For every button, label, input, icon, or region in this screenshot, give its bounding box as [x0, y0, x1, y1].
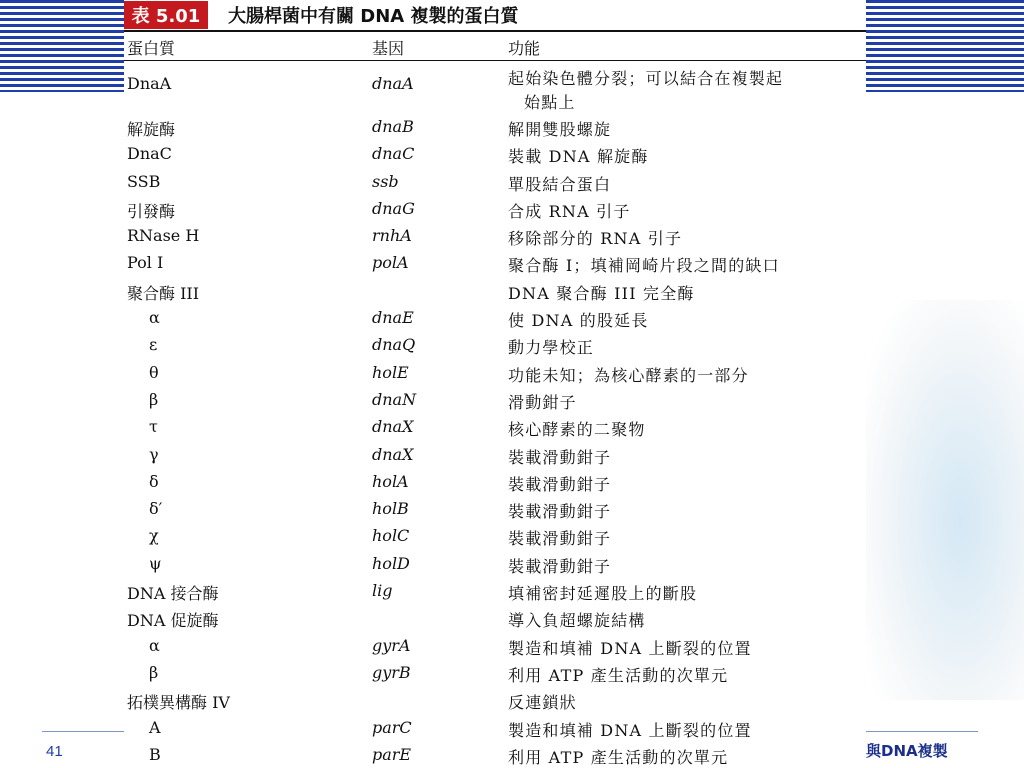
function-cell: 製造和填補 DNA 上斷裂的位置	[508, 720, 752, 740]
function-cell: 填補密封延遲股上的斷股	[508, 584, 698, 604]
protein-cell: SSB	[127, 171, 161, 191]
table-row	[124, 714, 866, 741]
header-gene: 基因	[372, 39, 405, 58]
function-cell: 功能未知；為核心酵素的一部分	[508, 365, 749, 385]
function-cell: 裝載滑動鉗子	[508, 502, 612, 522]
gene-cell: dnaC	[372, 144, 415, 164]
table-title: 大腸桿菌中有關 DNA 複製的蛋白質	[228, 6, 519, 27]
function-cell: 利用 ATP 產生活動的次單元	[508, 747, 729, 767]
function-cell: 導入負超螺旋結構	[508, 611, 646, 631]
table-row	[124, 413, 866, 440]
function-cell: 裝載 DNA 解旋酶	[508, 147, 649, 167]
protein-cell: 聚合酶 III	[127, 283, 200, 303]
gene-cell: parC	[372, 717, 412, 737]
protein-cell: DnaA	[127, 74, 172, 93]
function-cell: 合成 RNA 引子	[508, 201, 631, 221]
protein-cell: 引發酶	[127, 201, 176, 221]
gene-cell: polA	[372, 253, 409, 273]
table-row	[124, 686, 866, 713]
table-row	[124, 195, 866, 222]
gene-cell: dnaQ	[372, 335, 416, 355]
gene-cell: holB	[372, 499, 409, 519]
table-row	[124, 331, 866, 358]
protein-cell: ψ	[149, 553, 162, 573]
protein-cell: A	[149, 717, 161, 737]
table-row	[124, 113, 866, 140]
gene-cell: dnaA	[372, 74, 414, 93]
protein-cell: Pol I	[127, 253, 164, 273]
gene-cell: rnhA	[372, 226, 412, 246]
function-cell: 解開雙股螺旋	[508, 120, 612, 139]
function-cell: 裝載滑動鉗子	[508, 556, 612, 576]
table-row	[124, 62, 866, 113]
protein-cell: DnaC	[127, 144, 172, 164]
background-photo	[866, 300, 1024, 700]
table-caption	[124, 0, 866, 32]
table-row	[124, 249, 866, 276]
function-cell: 起始染色體分裂；可以結合在複製起	[508, 69, 784, 88]
footer-title: 與DNA複製	[866, 742, 948, 760]
table-row	[124, 441, 866, 468]
table-row	[124, 359, 866, 386]
table-row	[124, 604, 866, 631]
gene-cell: lig	[372, 581, 393, 601]
protein-cell: α	[149, 308, 160, 328]
function-cell: 核心酵素的二聚物	[508, 420, 646, 440]
function-cell: 移除部分的 RNA 引子	[508, 229, 683, 249]
table-row	[124, 222, 866, 249]
table-image	[124, 0, 866, 768]
gene-cell: dnaX	[372, 444, 414, 464]
gene-cell: dnaE	[372, 308, 414, 328]
function-cell: DNA 聚合酶 III 完全酶	[508, 283, 695, 303]
protein-cell: α	[149, 635, 160, 655]
table-row	[124, 632, 866, 659]
function-cell-continued: 始點上	[524, 93, 576, 112]
gene-cell: gyrB	[372, 662, 411, 682]
table-row	[124, 659, 866, 686]
gene-cell: dnaN	[372, 389, 417, 409]
gene-cell: dnaG	[372, 198, 415, 218]
protein-cell: B	[149, 744, 161, 764]
protein-cell: DNA 接合酶	[127, 584, 219, 604]
header-protein: 蛋白質	[127, 39, 176, 58]
page-number: 41	[46, 743, 63, 760]
gene-cell: parE	[372, 744, 412, 764]
footer-divider-left	[42, 731, 124, 732]
gene-cell: holC	[372, 526, 410, 546]
function-cell: 裝載滑動鉗子	[508, 529, 612, 549]
protein-cell: 解旋酶	[127, 120, 176, 139]
protein-cell: ε	[149, 335, 158, 355]
function-cell: 裝載滑動鉗子	[508, 474, 612, 494]
gene-cell: holD	[372, 553, 410, 573]
footer-divider-right	[866, 731, 978, 732]
table-row	[124, 741, 866, 768]
function-cell: 滑動鉗子	[508, 392, 577, 412]
table-row	[124, 140, 866, 167]
protein-cell: DNA 促旋酶	[127, 611, 219, 631]
protein-cell: θ	[149, 362, 159, 382]
protein-cell: χ	[149, 526, 159, 546]
function-cell: 使 DNA 的股延長	[508, 311, 649, 331]
protein-cell: β	[149, 389, 159, 409]
gene-cell: dnaX	[372, 417, 414, 437]
gene-cell: dnaB	[372, 117, 414, 136]
function-cell: 單股結合蛋白	[508, 174, 612, 194]
protein-cell: β	[149, 662, 159, 682]
table-row	[124, 386, 866, 413]
table-row	[124, 168, 866, 195]
table-row	[124, 277, 866, 304]
function-cell: 裝載滑動鉗子	[508, 447, 612, 467]
table-row	[124, 304, 866, 331]
gene-cell: holA	[372, 471, 409, 491]
protein-cell: δ′	[149, 499, 163, 519]
header-stripes-right	[866, 0, 1024, 92]
table-number-badge: 表 5.01	[124, 1, 208, 29]
table-body	[124, 62, 866, 768]
function-cell: 動力學校正	[508, 338, 595, 358]
function-cell: 反連鎖狀	[508, 693, 577, 713]
protein-cell: γ	[149, 444, 159, 464]
gene-cell: gyrA	[372, 635, 411, 655]
table-row	[124, 550, 866, 577]
table-row	[124, 495, 866, 522]
protein-cell: τ	[149, 417, 158, 437]
function-cell: 聚合酶 I；填補岡崎片段之間的缺口	[508, 256, 780, 276]
protein-cell: 拓樸異構酶 IV	[127, 693, 230, 713]
table-header-row	[124, 32, 866, 61]
header-stripes-left	[0, 0, 124, 92]
gene-cell: holE	[372, 362, 409, 382]
header-function: 功能	[508, 39, 541, 58]
protein-cell: RNase H	[127, 226, 200, 246]
table-row	[124, 468, 866, 495]
table-row	[124, 522, 866, 549]
gene-cell: ssb	[372, 171, 399, 191]
table-row	[124, 577, 866, 604]
protein-cell: δ	[149, 471, 159, 491]
function-cell: 利用 ATP 產生活動的次單元	[508, 665, 729, 685]
function-cell: 製造和填補 DNA 上斷裂的位置	[508, 638, 752, 658]
